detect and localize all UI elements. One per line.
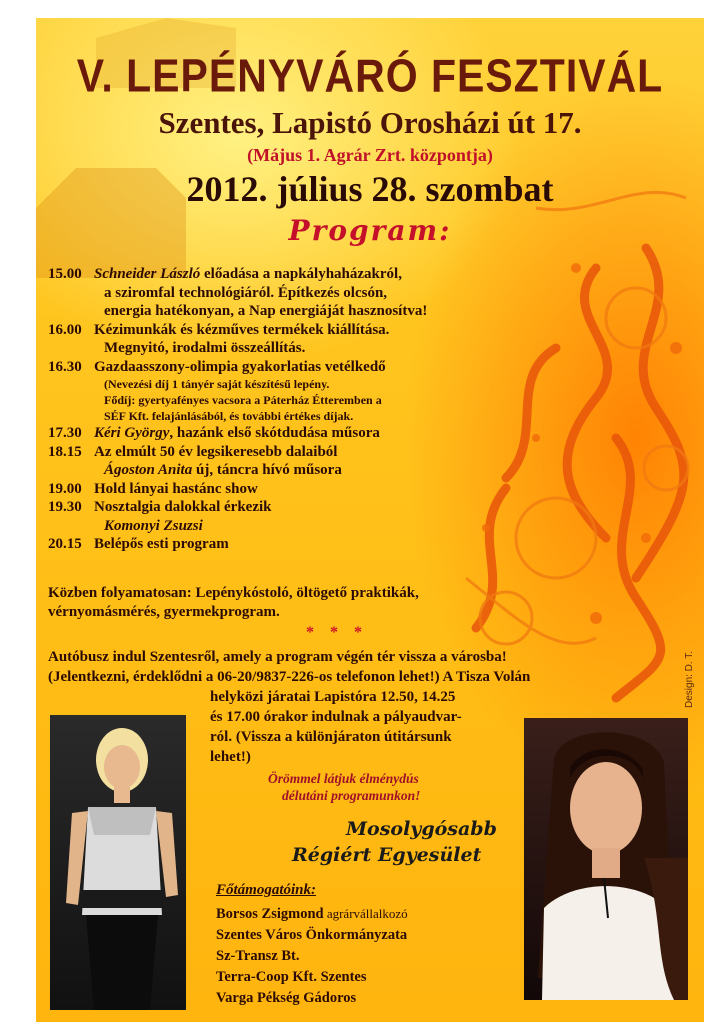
invite-line-1: Örömmel látjuk élménydús [268,771,419,786]
meanwhile-line-2: vérnyomásmérés, gyermekprogram. [48,604,280,620]
meanwhile-line-1: Közben folyamatosan: Lepénykóstoló, öltögető praktikák, [48,585,419,601]
schedule-row: Fődíj: gyertyafényes vacsora a Páterház Étteremben a [104,393,382,407]
program-heading: Program: [288,214,452,247]
schedule-row: Ágoston Anita új, táncra hívó műsora [104,462,342,478]
sponsor-item: Borsos Zsigmond agrárvállalkozó [216,906,408,922]
organizer-line-1: Mosolygósabb [346,818,497,840]
schedule-row: 20.15 Belépős esti program [48,536,229,552]
bus-line-4: és 17.00 órakor indulnak a pályaudvar- [210,709,462,725]
schedule-row: 15.00 Schneider László előadása a napkályhaházakról, [48,266,402,282]
schedule-row: (Nevezési díj 1 tányér saját készítésű lepény. [104,377,330,391]
schedule-row: 16.00 Kézimunkák és kézműves termékek kiállítása. [48,321,390,338]
sponsor-item: Szentes Város Önkormányzata [216,927,408,943]
schedule-row: Komonyi Zsuzsi [104,517,203,534]
sponsor-item: Terra-Coop Kft. Szentes [216,969,367,985]
bus-line-5: ról. (Vissza a különjáraton útitársunk [210,729,452,745]
venue-note: (Május 1. Agrár Zrt. központja) [247,145,493,165]
invite-line-2: délutáni programunkon! [282,788,421,803]
bus-line-6: lehet!) [210,749,251,765]
venue-address: Szentes, Lapistó Orosházi út 17. [158,105,582,140]
organizer-line-2: Régiért Egyesület [292,844,482,866]
schedule-row: energia hatékonyan, a Nap energiáját hasznosítva! [104,303,428,319]
festival-poster [36,18,704,1022]
sponsor-item: Sz-Transz Bt. [216,948,300,964]
bus-line-3: helyközi járatai Lapistóra 12.50, 14.25 [210,689,456,705]
sponsors-heading: Főtámogatóink: [216,882,317,898]
bus-line-1: Autóbusz indul Szentesről, amely a program végén tér vissza a városba! [48,649,507,665]
sponsor-item: Varga Pékség Gádoros [216,990,357,1006]
design-credit: Design: D. T. [684,650,695,708]
sponsors-list [216,903,408,1009]
singer-photo-right [524,718,688,1000]
schedule-row: a sziromfal technológiáról. Építkezés olcsón, [104,284,388,301]
program-schedule [48,265,508,554]
event-date: 2012. július 28. szombat [186,169,554,209]
separator-stars: * * * [306,624,368,641]
woman-silhouette [50,715,186,1010]
schedule-row: Megnyitó, irodalmi összeállítás. [104,340,306,356]
poster-title: V. LEPÉNYVÁRÓ FESZTIVÁL [76,50,664,102]
schedule-row: 17.30 Kéri György, hazánk első skótdudása műsora [48,425,380,441]
woman-portrait [524,718,688,1000]
schedule-row: 16.30 Gazdaasszony-olimpia gyakorlatias vetélkedő [48,358,386,375]
schedule-row: 19.00 Hold lányai hastánc show [48,480,258,497]
singer-photo-left [50,715,186,1010]
schedule-row: 18.15 Az elmúlt 50 év legsikeresebb dalaiból [48,443,338,460]
schedule-row: 19.30 Nosztalgia dalokkal érkezik [48,499,272,515]
bus-line-2: (Jelentkezni, érdeklődni a 06-20/9837-226-os telefonon lehet!) A Tisza Volán [48,669,531,685]
schedule-row: SÉF Kft. felajánlásából, és további értékes díjak. [104,409,354,423]
